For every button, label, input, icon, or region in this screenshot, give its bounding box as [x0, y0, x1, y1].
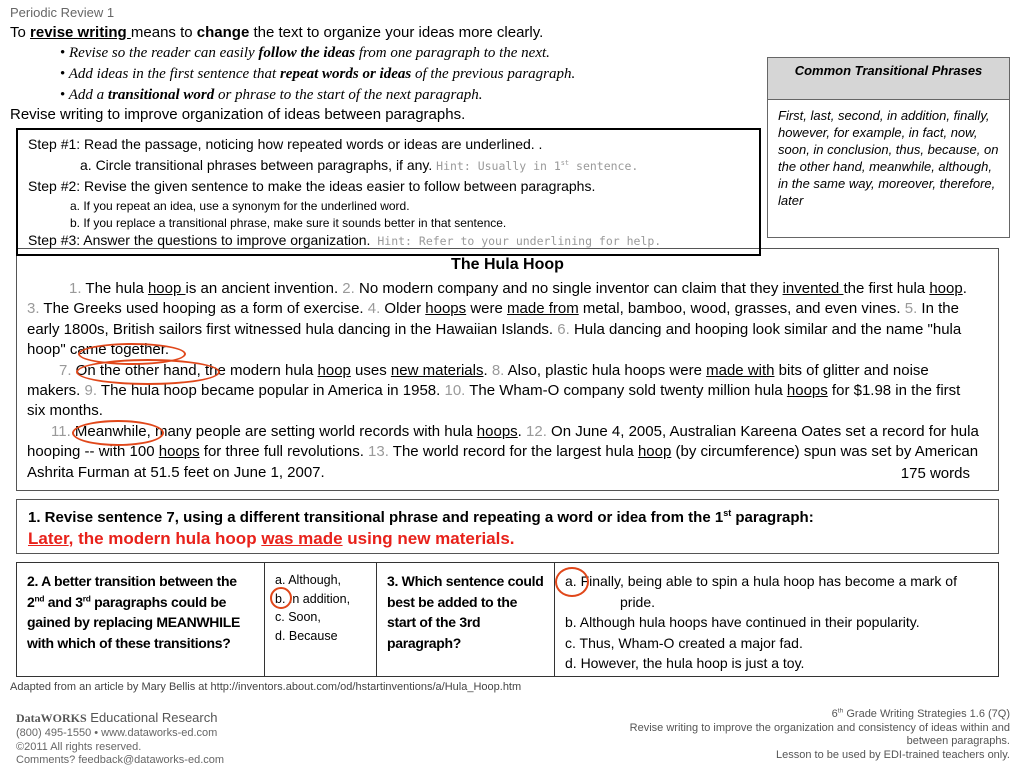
sentence-number: 4. [367, 300, 381, 318]
passage-title: The Hula Hoop [451, 256, 564, 273]
step-2b: b. If you replace a transitional phrase, make sure it sounds better in that sentence. [70, 216, 507, 230]
q2-sup1: nd [34, 592, 45, 603]
sentence-text: is an ancient invention. [185, 280, 343, 297]
bullet-3-post: or phrase to the start of the next paragraph. [214, 87, 483, 103]
sentence-number: 3. [27, 300, 40, 318]
q2-option-d[interactable]: d. Because [275, 628, 338, 643]
answer-post: using new materials. [342, 529, 515, 548]
footer-copyright: ©2011 All rights reserved. [16, 741, 142, 753]
step-1a-text: a. Circle transitional phrases between paragraphs, if any. [80, 157, 437, 173]
sentence-text: . [517, 422, 527, 440]
step-2: Step #2: Revise the given sentence to make the ideas easier to follow between paragraphs. [28, 178, 596, 194]
intro-mid: means to [130, 24, 197, 41]
sentence-number: 12. [526, 422, 547, 440]
intro-change: change [196, 24, 250, 41]
question-1-prompt [28, 509, 814, 526]
q2-prompt-c: paragraphs could be gained by replacing MEANWHILE with which of these transitions? [27, 593, 240, 651]
footer-desc-1: Revise writing to improve the organization and consistency of ideas within and [629, 721, 1010, 734]
bullet-2-bold: repeat words or ideas [279, 66, 412, 82]
paragraph-3 [27, 422, 982, 483]
transitions-box [767, 57, 1010, 238]
bullet-2-pre: Add ideas in the first sentence that [68, 66, 280, 82]
underlined-word: invented [782, 280, 844, 297]
bullet-1 [60, 45, 550, 62]
step-2a: a. If you repeat an idea, use a synonym for the underlined word. [70, 199, 410, 213]
question-1-box [16, 499, 999, 554]
underlined-word: hoops [786, 382, 828, 400]
bullet-2-post: of the previous paragraph. [411, 66, 576, 82]
q2-prompt-a: 2. A better transition between the 2 [27, 573, 237, 610]
intro-line [10, 24, 543, 41]
word-count: 175 words [900, 465, 970, 482]
footer-comments[interactable]: Comments? feedback@dataworks-ed.com [16, 754, 225, 766]
grade-sup: th [837, 707, 844, 715]
transitions-title: Common Transitional Phrases [768, 58, 1009, 100]
sentence-number: 8. [491, 361, 505, 379]
footer-grade [540, 708, 1010, 722]
sentence-number: 1. [69, 280, 82, 297]
sentence-text: . [483, 361, 492, 379]
sentence-text: On June 4, 2005, Australian Kareena Oates set a record for hula hooping -- with 100 [27, 422, 979, 461]
sentence-text: for three full revolutions. [199, 443, 369, 461]
underlined-word: hoop [929, 280, 963, 297]
sentence-number: 10. [444, 382, 466, 400]
sentence-number: 5. [904, 300, 918, 318]
intro-term: revise writing [30, 24, 131, 41]
sentence-number: 11. [51, 422, 71, 440]
q3-option-c[interactable]: c. Thus, Wham-O created a major fad. [565, 634, 803, 651]
q2-option-a[interactable]: a. Although, [275, 573, 342, 587]
brand-logo: DataWORKS [16, 711, 87, 725]
source-citation: Adapted from an article by Mary Bellis at http://inventors.about.com/od/hstartinventions/a/Hula_Hoop.htm [10, 681, 522, 693]
q3-option-a-continued: pride. [620, 593, 656, 610]
underlined-word: made from [507, 300, 579, 318]
answer-later: Later [28, 529, 69, 548]
circle-annotation-option-b [270, 587, 292, 609]
answer-mid: , the modern hula hoop [68, 529, 262, 548]
sentence-text: Hula dancing and hooping look similar and the name "hula hoop" came together. [27, 320, 962, 359]
bullet-3-pre: Add a [68, 87, 108, 103]
sentence-text: The hula [81, 280, 148, 297]
bullet-1-post: from one paragraph to the next. [355, 45, 550, 61]
sentence-text: The world record for the largest hula [388, 443, 638, 461]
hint-post: sentence. [569, 159, 639, 173]
sentence-text: The Greeks used hooping as a form of exercise. [39, 300, 368, 318]
question-3-prompt-cell [377, 563, 555, 676]
footer-phone: (800) 495-1550 • www.dataworks-ed.com [16, 727, 218, 739]
question-2-prompt-cell [17, 563, 265, 676]
intro-pre: To [10, 24, 31, 41]
circle-annotation-on-the-other-hand [76, 359, 220, 385]
q1-prompt-sup: st [723, 508, 732, 518]
sentence-text: metal, bamboo, wood, grasses, and even vines. [578, 300, 905, 318]
question-2-prompt [27, 571, 256, 653]
q2-sup2: rd [82, 592, 91, 603]
grade-post: Grade Writing Strategies 1.6 (7Q) [843, 708, 1010, 720]
underlined-word: hoops [476, 422, 518, 440]
sentence-number: 13. [368, 443, 389, 461]
hint-pre: Hint: Usually in 1 [436, 159, 561, 173]
bullet-icon: • [60, 45, 66, 61]
bullet-2 [60, 66, 575, 83]
grade-pre: 6 [831, 708, 838, 720]
sentence-number: 9. [84, 382, 98, 400]
brand-sub: Educational Research [86, 710, 218, 725]
underlined-word: new materials [390, 361, 484, 379]
circle-annotation-meanwhile-2 [72, 420, 164, 446]
q3-option-d[interactable]: d. However, the hula hoop is just a toy. [565, 655, 805, 671]
bullet-icon: • [60, 66, 66, 82]
bullet-3 [60, 87, 483, 104]
footer-desc-3: Lesson to be used by EDI-trained teachers only. [776, 748, 1010, 761]
bullet-1-bold: follow the ideas [258, 45, 356, 61]
underlined-word: hoop [147, 280, 186, 297]
steps-box [16, 128, 761, 256]
sentence-number: 2. [342, 280, 355, 297]
bullet-icon: • [60, 87, 66, 103]
sentence-number: 7. [59, 361, 72, 379]
underlined-word: hoops [158, 443, 200, 461]
sentence-text: The Wham-O company sold twenty million hula [465, 382, 787, 400]
step-1: Step #1: Read the passage, noticing how repeated words or ideas are underlined. . [28, 136, 543, 152]
sentence-text: In the early 1800s, British sailors first witnessed hula dancing in the Hawaiian Islands. [27, 300, 959, 338]
sentence-text: Meanwhile, many people are setting world records with hula [70, 422, 477, 440]
sentence-number: 6. [557, 320, 570, 338]
bullet-3-bold: transitional word [107, 87, 215, 103]
q2-prompt-b: and 3 [44, 593, 83, 610]
q2-option-b[interactable]: b. In addition, [275, 591, 351, 606]
sentence-text: . [962, 280, 967, 297]
circle-annotation-option-a [555, 567, 589, 597]
question-1-answer [28, 529, 515, 549]
step-1a-hint [436, 159, 638, 173]
transitions-body: First, last, second, in addition, finally, however, for example, in fact, now, soon, in conclusion, thus, because, on the other hand, meanwhile, although, in the same way, moreover, therefore, later [778, 108, 999, 208]
bullet-1-pre: Revise so the reader can easily [69, 45, 259, 61]
step-3 [28, 232, 661, 248]
step-3-text: Step #3: Answer the questions to improve organization. [28, 232, 371, 248]
question-2-options-cell [265, 563, 377, 676]
sentence-text: Also, plastic hula hoops were [504, 361, 707, 379]
underlined-word: made with [706, 361, 775, 379]
sentence-text: bits of glitter and noise makers. [27, 361, 929, 400]
review-title: Periodic Review 1 [10, 5, 115, 20]
sentence-text: uses [350, 361, 391, 379]
sentence-text: the first hula [843, 280, 930, 297]
sentence-text: for $1.98 in the first six months. [27, 382, 961, 420]
hint-sup: st [560, 159, 570, 168]
footer-lesson-info [540, 708, 1010, 762]
q3-option-b[interactable]: b. Although hula hoops have continued in their popularity. [565, 614, 920, 630]
q1-prompt-post: paragraph: [731, 509, 814, 526]
underlined-word: hoops [425, 300, 467, 318]
answer-was-made: was made [261, 529, 343, 548]
footer-brand [16, 710, 217, 726]
sentence-text: No modern company and no single inventor can claim that they [354, 280, 783, 297]
questions-2-3-box [16, 562, 999, 677]
step-3-hint: Hint: Refer to your underlining for help. [370, 234, 662, 248]
sentence-text: (by circumference) spun was set by American Ashrita Furman at 51.5 feet on June 1, 2007. [27, 443, 979, 481]
q2-option-c[interactable]: c. Soon, [275, 610, 321, 624]
intro-post: the text to organize your ideas more clearly. [249, 24, 544, 41]
sentence-text: Older [380, 300, 426, 318]
q3-option-a[interactable]: a. Finally, being able to spin a hula hoop has become a mark of [565, 573, 957, 589]
underlined-word: hoop [637, 443, 672, 461]
sentence-text: On the other hand, the modern hula [71, 361, 318, 379]
objective: Revise writing to improve organization of ideas between paragraphs. [10, 106, 466, 123]
sentence-text: were [466, 300, 508, 318]
question-3-prompt: 3. Which sentence could best be added to the start of the 3rd paragraph? [387, 573, 544, 651]
q1-prompt-pre: 1. Revise sentence 7, using a different transitional phrase and repeating a word or idea from the 1 [28, 509, 724, 526]
footer-desc-2: between paragraphs. [906, 735, 1010, 747]
underlined-word: hoop [317, 361, 351, 379]
step-1a [80, 157, 638, 173]
question-3-options-cell [555, 563, 998, 676]
sentence-text: The hula hoop became popular in America in 1958. [97, 382, 445, 400]
